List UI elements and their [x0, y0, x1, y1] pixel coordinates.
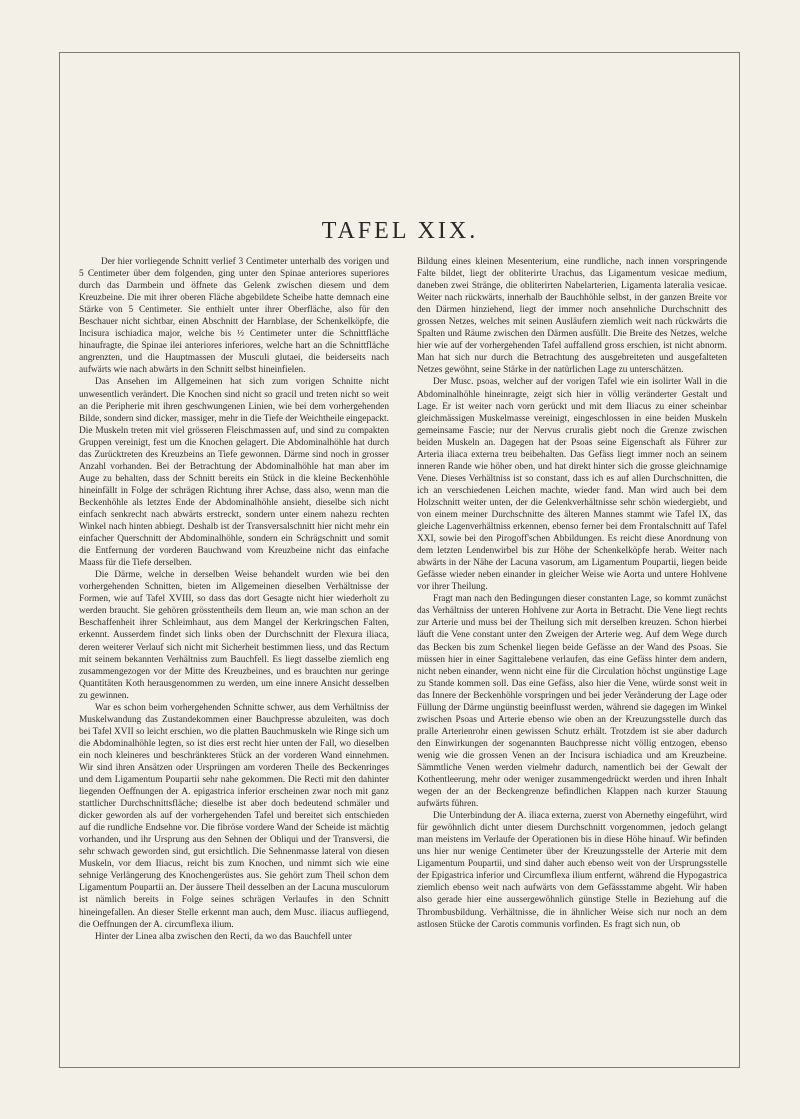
- paragraph: Der hier vorliegende Schnitt verlief 3 Centimeter unterhalb des vorigen und 5 Centimeter über dem folgenden, ging unter den Spinae anteriores superiores durch das Darmbein und öffnete das Gelenk zwischen diesem und dem Kreuzbeine. Die mit ihrer oberen Fläche abgebildete Scheibe hatte demnach eine Stärke von 5 Centimeter. Sie enthielt unter ihrer Oberfläche, also für den Beschauer nicht sichtbar, einen Abschnitt der Harnblase, der Schenkelköpfe, die Incisura ischiadica major, welche bis ½ Centimeter unter die Schnittfläche hinaufragte, die Spinae ilei anteriores inferiores, welche hart an die Schnittfläche angrenzten, und die Hauptmassen der Musculi glutaei, die beiderseits nach aufwärts wie nach abwärts in den Schnitt selbst hineinfielen.: [79, 257, 389, 376]
- paragraph: Der Musc. psoas, welcher auf der vorigen Tafel wie ein isolirter Wall in die Abdominalhöhle hineinragte, zeigt sich hier in völlig veränderter Gestalt und Lage. Er ist weiter nach vorn gerückt und mit dem Iliacus zu einer scheinbar gleichmässigen Muskelmasse vereinigt, eingeschlossen in eine beiden Muskeln gemeinsame Fascie; nur der Nervus cruralis giebt noch die Grenze zwischen beiden Muskeln an. Dagegen hat der Psoas seine Eigenschaft als Führer zur Arteria iliaca externa treu beibehalten. Das Gefäss liegt immer noch an seinem inneren Rande wie höher oben, und hat direkt hinter sich die grosse gleichnamige Vene. Dieses Verhältniss ist so constant, dass ich es auf allen Durchschnitten, die ich an verschiedenen Leichen machte, wieder fand. Man wird auch bei dem Holzschnitt weiter unten, der die Gelenkverhältnisse sehr schön wiedergiebt, und von einem meiner Durchschnitte des älteren Mannes stammt wie Tafel IX, das gleiche Lagenverhältniss erkennen, ebenso ferner bei dem Frontalschnitt auf Tafel XXI, sowie bei den Pirogoff'schen Abbildungen. Es reicht diese Anordnung von dem letzten Lendenwirbel bis zur Höhe der Schenkelköpfe herab. Weiter nach abwärts in der Nähe der Lacuna vasorum, am Ligamentum Poupartii, liegen beide Gefässe wieder neben einander in gleicher Weise wie Aorta und untere Hohlvene vor ihrer Theilung.: [417, 377, 727, 593]
- text-column-left: [79, 256, 389, 943]
- page-title: TAFEL XIX.: [321, 218, 479, 245]
- paragraph: Das Ansehen im Allgemeinen hat sich zum vorigen Schnitte nicht unwesentlich verändert. Die Knochen sind nicht so gracil und treten nicht so weit an die Peripherie mit ihren geschwungenen Linien, wie bei dem vorhergehenden Bilde, sondern sind dicker, massiger, mehr in die Tiefe der Weichtheile eingepackt. Die Muskeln treten mit viel grösseren Fleischmassen auf, und sind zu compakten Gruppen vereinigt, fest um die Knochen gelagert. Die Abdominalhöhle hat durch das Zurücktreten des Kreuzbeins an Tiefe gewonnen. Därme sind noch in grosser Anzahl vorhanden. Bei der Betrachtung der Abdominalhöhle hat man aber im Auge zu behalten, dass der Schnitt bereits ein Stück in die kleine Beckenhöhle hineinfällt in Folge der schrägen Richtung ihrer Achse, dass also, wenn man die Beckenhöhle als letztes Ende der Abdominalhöhle ansieht, dieselbe sich nicht einfach senkrecht nach abwärts erstreckt, sondern unter einem nahezu rechten Winkel nach hinten abbiegt. Deshalb ist der Transversalschnitt hier nicht mehr ein einfacher Querschnitt der Abdominalhöhle, sondern ein Schrägschnitt und somit die Entfernung der vorderen Bauchwand vom Kreuzbeine nicht das einfache Maass für die Tiefe derselben.: [79, 377, 389, 569]
- text-column-right: [417, 256, 727, 931]
- paragraph: War es schon beim vorhergehenden Schnitte schwer, aus dem Verhältniss der Muskelwandung das Zustandekommen einer Bauchpresse abzuleiten, was doch bei Tafel XVII so leicht erschien, wo die platten Bauchmuskeln wie Ringe sich um die Abdominalhöhle legten, so ist dies erst recht hier unten der Fall, wo dieselben ein noch kleineres und beschränkteres Stück an der vorderen Wand einnehmen. Wir sind ihren Ansätzen oder Ursprüngen am vorderen Theile des Beckenringes und dem Ligamentum Poupartii sehr nahe gekommen. Die Recti mit den dahinter liegenden Oeffnungen der A. epigastrica inferior erscheinen zwar noch mit ganz stattlicher Durchschnittsfläche; dieselbe ist aber doch bedeutend schmäler und dicker geworden als auf der vorhergehenden Tafel und bereitet sich entschieden auf die rundliche Endsehne vor. Die fibröse vordere Wand der Scheide ist mächtig vorhanden, und ihr Ursprung aus den Sehnen der Obliqui und der Transversi, die sehr schwach geworden sind, gut ersichtlich. Die Sehnenmasse lateral von diesen Muskeln, vor dem Iliacus, reicht bis zum Knochen, und nimmt sich wie eine sehnige Verlängerung des Knochengerüstes aus. Sie gehört zum Theil schon dem Ligamentum Poupartii an. Der äussere Theil desselben an der Lacuna musculorum ist nämlich bereits in Folge seines schrägen Verlaufes in den Schnitt hineingefallen. An dieser Stelle erkennt man auch, dem Musc. iliacus aufliegend, die Oeffnungen der A. circumflexa ilium.: [79, 702, 389, 930]
- paragraph: Fragt man nach den Bedingungen dieser constanten Lage, so kommt zunächst das Verhältniss der unteren Hohlvene zur Aorta in Betracht. Die Vene liegt rechts zur Arterie und muss bei der Theilung sich mit derselben kreuzen. Schon hierbei läuft die Vene constant unter den Zweigen der Arterie weg. Auf dem Wege durch das Becken bis zum Schenkel liegen beide Gefässe an der Wand des Psoas. Sie müssen hier in einer Sagittalebene verlaufen, das eine Gefäss hinter dem andern, nicht neben einander, wenn nicht eine für die Circulation höchst ungünstige Lage zu Stande kommen soll. Das eine Gefäss, also hier die Vene, würde sonst weit in das Innere der Beckenhöhle vorspringen und bei jeder Veränderung der Lage oder Füllung der Därme ungünstig beeinflusst werden, während sie dagegen im Winkel zwischen Psoas und Arterie ebenso wie oben an der Kreuzungsstelle durch das pralle Arterienrohr einen gewissen Schutz erhält. Trotzdem ist sie aber dadurch den Einwirkungen der sogenannten Bauchpresse nicht völlig entzogen, ebenso wenig wie die grossen Venen an der Incisura ischiadica und am Kreuzbeine. Sämmtliche Venen werden vielmehr dadurch, namentlich bei der Gewalt der Kothentleerung, mehr oder weniger zusammengedrückt werden und ihren Inhalt wegen der an der Beckengrenze befindlichen Klappen nach kurzer Stauung aufwärts führen.: [417, 594, 727, 810]
- paragraph: Hinter der Linea alba zwischen den Recti, da wo das Bauchfell unter: [95, 931, 352, 942]
- paragraph: Bildung eines kleinen Mesenterium, eine rundliche, nach innen vorspringende Falte bildet, liegt der obliterirte Urachus, das Ligamentum vesicae medium, daneben zwei Stränge, die obliterirten Nabelarterien, Ligamenta lateralia vesicae. Weiter nach rückwärts, innerhalb der Bauchhöhle selbst, in der ganzen Breite vor den Därmen hinziehend, liegt der immer noch ansehnliche Durchschnitt des grossen Netzes, welches mit seinen Ausläufern ziemlich weit nach rückwärts die Spalten und Räume zwischen den Därmen ausfüllt. Die Breite des Netzes, welche hier wie auf der vorhergehenden Tafel auffallend gross erschien, ist nicht abnorm. Man hat sich nur durch die Betrachtung des ausgebreiteten und ausgefalteten Netzes gewöhnt, seine Stärke in der natürlichen Lage zu unterschätzen.: [417, 257, 727, 376]
- paragraph: Die Unterbindung der A. iliaca externa, zuerst von Abernethy eingeführt, wird für gewöhnlich dicht unter diesem Durchschnitt vorgenommen, jedoch gelangt man meistens im Verlaufe der Operationen bis in diese Höhe hinauf. Wir befinden uns hier nur wenige Centimeter über der Kreuzungsstelle der Arterie mit dem Ligamentum Poupartii, und sind daher auch ebenso weit von der Ursprungsstelle der Epigastrica inferior und Circumflexa ilium entfernt, während die Hypogastrica ziemlich ebenso weit nach aufwärts von dem Gefässstamme abgeht. Wir haben also gerade hier eine aussergewöhnlich günstige Stelle in Beziehung auf die Thrombusbildung. Verhältnisse, die in ähnlicher Weise sich nur noch an dem astlosen Stücke der Carotis communis vorfinden. Es fragt sich nun, ob: [417, 811, 727, 930]
- paragraph: Die Därme, welche in derselben Weise behandelt wurden wie bei den vorhergehenden Schnitten, bieten im Allgemeinen dieselben Verhältnisse der Formen, wie auf Tafel XVIII, so dass das dort Gesagte nicht hier wiederholt zu werden braucht. Sie gehören grösstentheils dem Ileum an, wie man schon an der Beschaffenheit ihrer Schleimhaut, aus dem Mangel der Kerkringschen Falten, erkennt. Ausserdem findet sich links oben der Durchschnitt der Flexura iliaca, deren weiterer Verlauf sich nicht mit Sicherheit bestimmen liess, und das Rectum mit seinem bekannten Verhältniss zum Bauchfell. Es liegt dasselbe ziemlich eng zusammengezogen vor der Mitte des Kreuzbeines, und es brauchten nur geringe Quantitäten Koth herausgenommen zu werden, um eine innere Ansicht desselben zu gewinnen.: [79, 570, 389, 701]
